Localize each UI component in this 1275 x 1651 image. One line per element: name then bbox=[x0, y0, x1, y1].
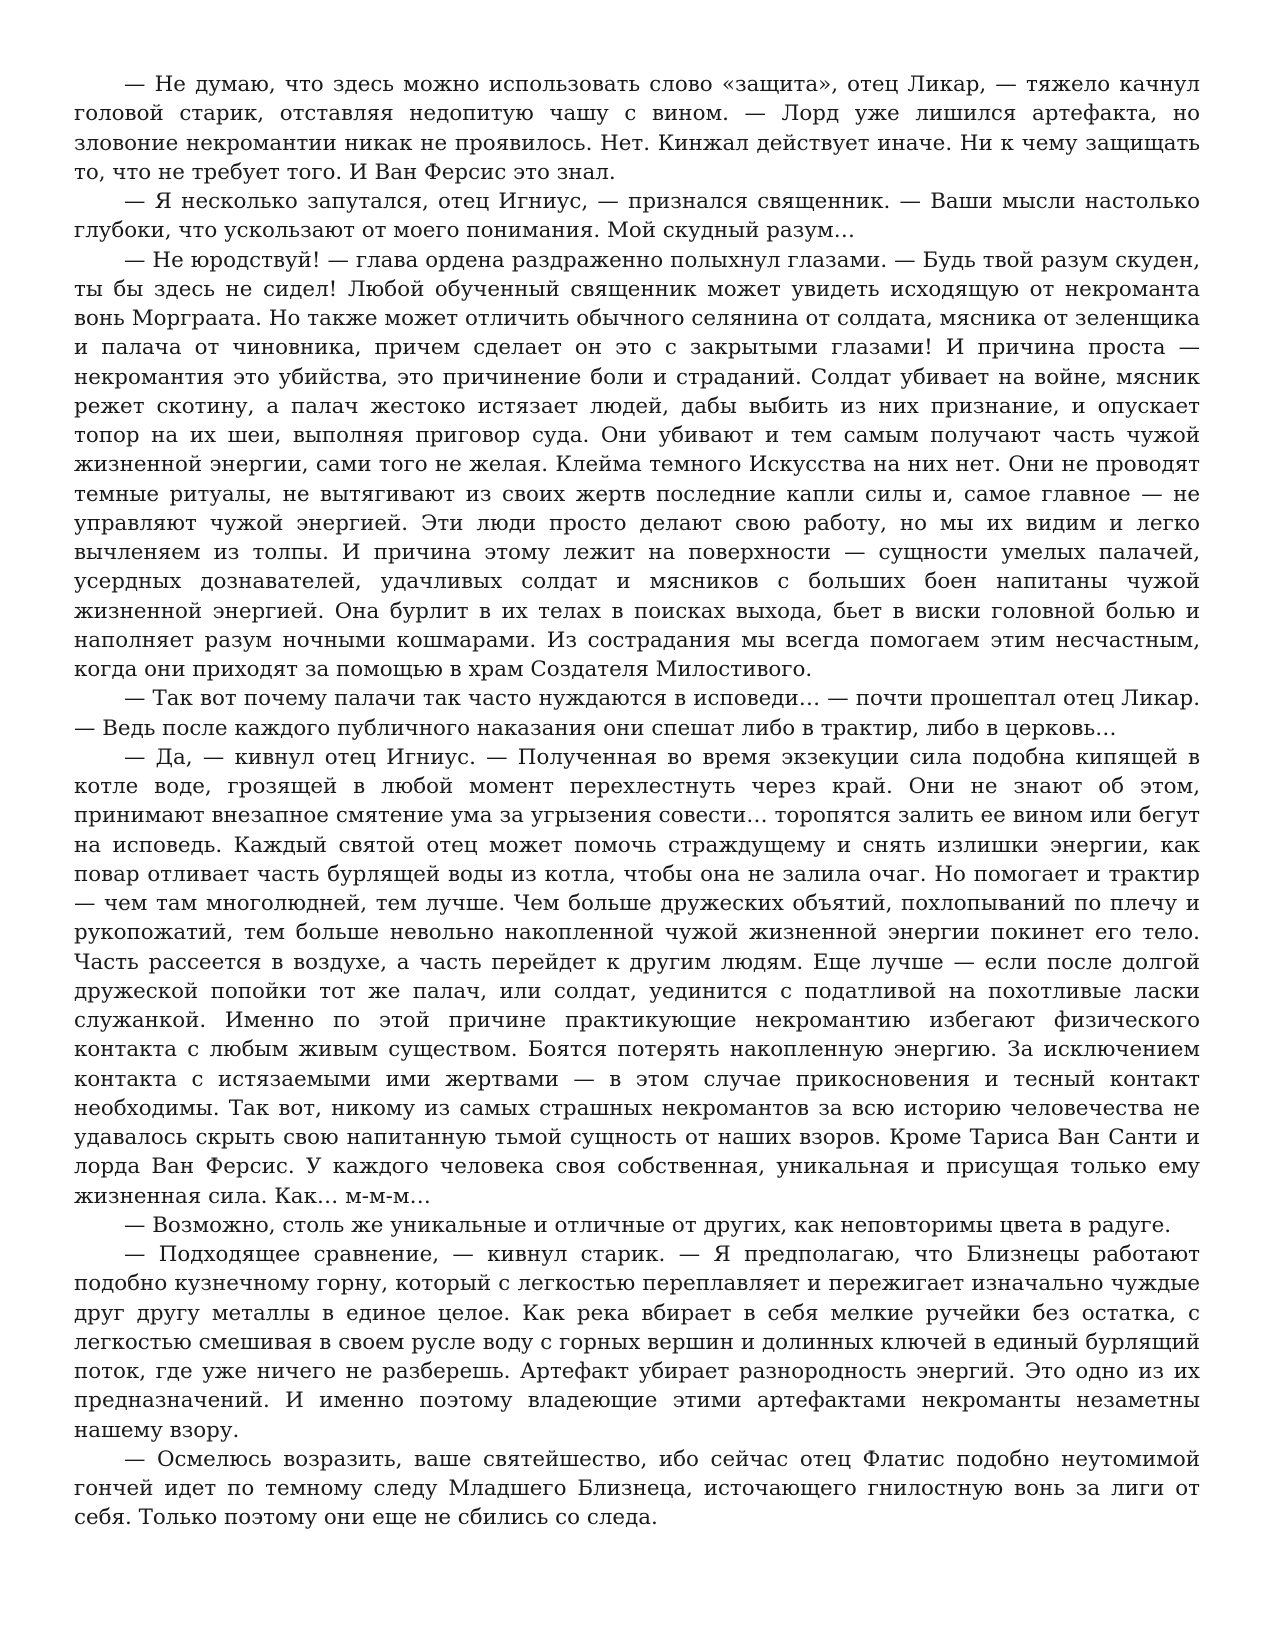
paragraph: — Не думаю, что здесь можно использовать слово «защита», отец Ликар, — тяжело качнул головой старик, отставляя недопитую чашу с вином. — Лорд уже лишился артефакта, но зловоние некромантии никак не проявилось. Нет. Кинжал действует иначе. Ни к чему защищать то, что не требует того. И Ван Ферсис это знал. bbox=[74, 72, 1200, 185]
paragraph: — Подходящее сравнение, — кивнул старик. — Я предполагаю, что Близнецы работают подобно кузнечному горну, который с легкостью переплавляет и пережигает изначально чуждые друг другу металлы в единое целое. Как река вбирает в себя мелкие ручейки без остатка, с легкостью смешивая в своем русле воду с горных вершин и долинных ключей в единый бурлящий поток, где уже ничего не разберешь. Артефакт убирает разнородность энергий. Это одно из их предназначений. И именно поэтому владеющие этими артефактами некроманты незаметны нашему взору. bbox=[74, 1242, 1200, 1443]
paragraph: — Осмелюсь возразить, ваше святейшество, ибо сейчас отец Флатис подобно неутомимой гончей идет по темному следу Младшего Близнеца, источающего гнилостную вонь за лиги от себя. Только поэтому они еще не сбились со следа. bbox=[74, 1446, 1200, 1531]
paragraph: — Возможно, столь же уникальные и отличные от других, как неповторимы цвета в радуге. bbox=[124, 1212, 1172, 1238]
paragraph: — Так вот почему палачи так часто нуждаются в исповеди… — почти прошептал отец Ликар. — Ведь после каждого публичного наказания они спешат либо в трактир, либо в церковь… bbox=[74, 686, 1200, 741]
paragraph: — Да, — кивнул отец Игниус. — Полученная во время экзекуции сила подобна кипящей в котле воде, грозящей в любой момент перехлестнуть через край. Они не знают об этом, принимают внезапное смятение ума за угрызения совести… торопятся залить ее вином или бегут на исповедь. Каждый святой отец может помочь страждущему и снять излишки энергии, как повар отливает часть бурлящей воды из котла, чтобы она не залила очаг. Но помогает и трактир — чем там многолюдней, тем лучше. Чем больше дружеских объятий, похлопываний по плечу и рукопожатий, тем больше невольно накопленной чужой жизненной энергии покинет его тело. Часть рассеется в воздухе, а часть перейдет к другим людям. Еще лучше — если после долгой дружеской попойки тот же палач, или солдат, уединится с податливой на похотливые ласки служанкой. Именно по этой причине практикующие некромантию избегают физического контакта с любым живым существом. Боятся потерять накопленную энергию. За исключением контакта с истязаемыми ими жертвами — в этом случае прикосновения и тесный контакт необходимы. Так вот, никому из самых страшных некромантов за всю историю человечества не удавалось скрыть свою напитанную тьмой сущность от наших взоров. Кроме Тариса Ван Санти и лорда Ван Ферсис. У каждого человека своя собственная, уникальная и присущая только ему жизненная сила. Как… м-м-м… bbox=[74, 744, 1200, 1209]
book-page bbox=[74, 70, 1200, 1533]
paragraph: — Не юродствуй! — глава ордена раздраженно полыхнул глазами. — Будь твой разум скуден, ты бы здесь не сидел! Любой обученный священник может увидеть исходящую от некроманта вонь Морграата. Но также может отличить обычного селянина от солдата, мясника от зеленщика и палача от чиновника, причем сделает он это с закрытыми глазами! И причина проста — некромантия это убийства, это причинение боли и страданий. Солдат убивает на войне, мясник режет скотину, а палач жестоко истязает людей, дабы выбить из них признание, и опускает топор на их шеи, выполняя приговор суда. Они убивают и тем самым получают часть чужой жизненной энергии, сами того не желая. Клейма темного Искусства на них нет. Они не проводят темные ритуалы, не вытягивают из своих жертв последние капли силы и, самое главное — не управляют чужой энергией. Эти люди просто делают свою работу, но мы их видим и легко вычленяем из толпы. И причина этому лежит на поверхности — сущности умелых палачей, усердных дознавателей, удачливых солдат и мясников с больших боен напитаны чужой жизненной энергией. Она бурлит в их телах в поисках выхода, бьет в виски головной болью и наполняет разум ночными кошмарами. Из сострадания мы всегда помогаем этим несчастным, когда они приходят за помощью в храм Создателя Милостивого. bbox=[74, 247, 1200, 682]
paragraph: — Я несколько запутался, отец Игниус, — признался священник. — Ваши мысли настолько глубоки, что ускользают от моего понимания. Мой скудный разум… bbox=[74, 189, 1200, 244]
